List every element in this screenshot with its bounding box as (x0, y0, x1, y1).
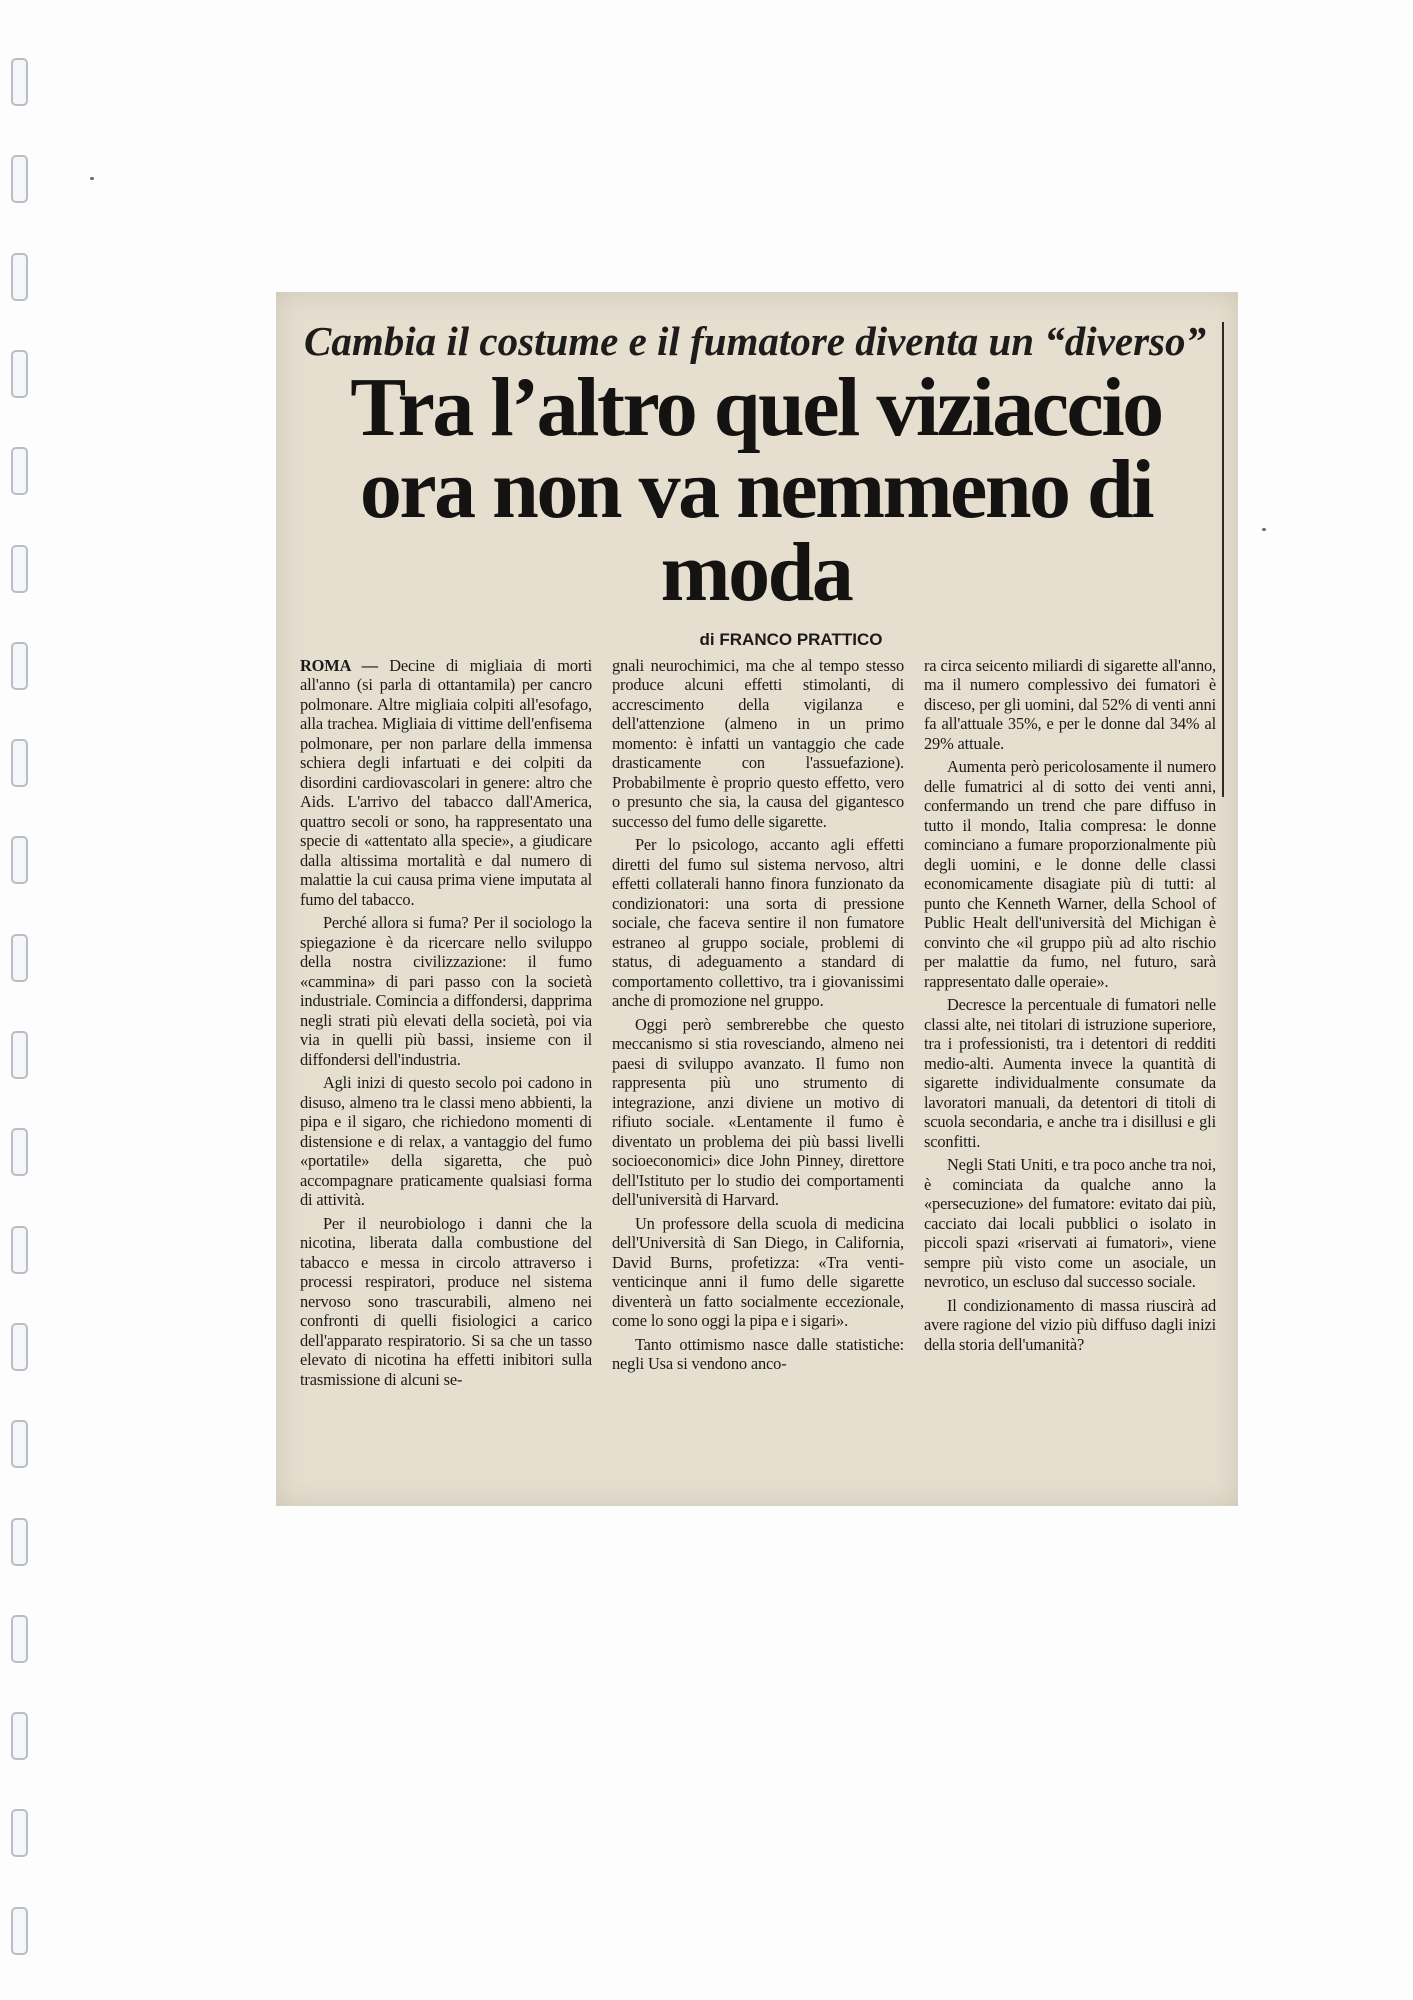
headline-line-2: ora non va nemmeno di moda (359, 443, 1153, 619)
binder-hole (11, 155, 28, 203)
binder-hole (11, 1712, 28, 1760)
paragraph-text: Per il neurobiologo i danni che la nicotina, liberata dalla combustione del tabacco e messa in circolo attraverso i processi respiratori, produce nel sistema nervoso sono trascurabili, almeno nei confronti di quelli fisiologici a carico dell'apparato respiratorio. Si sa che un tasso elevato di nicotina ha effetti inibitori sulla trasmissione di alcuni se- (300, 1213, 592, 1389)
paragraph-text: Decresce la percentuale di fumatori nelle classi alte, nei titolari di istruzione superiore, tra i professionisti, tra i detentori di redditi medio-alti. Aumenta invece la quantità di sigarette individualmente consumate da lavoratori manuali, da detentori di titoli di scuola secondaria, e anche tra i disillusi e gli sconfitti. (924, 995, 1216, 1151)
paragraph-text: ra circa seicento miliardi di sigarette all'anno, ma il numero complessivo dei fumatori è disceso, per gli uomini, dal 52% di venti anni fa all'attuale 35%, e per le donne dal 34% al 29% attuale. (924, 655, 1216, 753)
headline (292, 361, 1220, 619)
article-column-1 (300, 656, 592, 1394)
article-paragraph (612, 1214, 904, 1331)
article-paragraph (300, 913, 592, 1069)
binder-hole (11, 836, 28, 884)
article-column-3 (924, 656, 1216, 1394)
binder-hole (11, 447, 28, 495)
binder-hole (11, 1615, 28, 1663)
binder-hole (11, 1226, 28, 1274)
article-paragraph (300, 656, 592, 910)
binder-hole (11, 1518, 28, 1566)
paragraph-text: Agli inizi di questo secolo poi cadono in disuso, almeno tra le classi meno abbienti, la pipa e il sigaro, che richiedono momenti di distensione e di relax, a vantaggio del fumo «portatile» della sigaretta, che può accompagnare praticamente qualsiasi forma di attività. (300, 1073, 592, 1210)
paragraph-text: Oggi però sembrerebbe che questo meccanismo si stia rovesciando, almeno nei paesi di sviluppo avanzato. Il fumo non rappresenta più uno strumento di integrazione, anzi diviene un motivo di rifiuto sociale. «Lentamente il fumo è diventato un problema dei più bassi livelli socioeconomici» dice John Pinney, direttore dell'Istituto per lo studio dei comportamenti dell'università di Harvard. (612, 1014, 904, 1210)
binder-hole (11, 739, 28, 787)
article-paragraph (612, 1335, 904, 1374)
article-paragraph (612, 656, 904, 832)
article-paragraph (924, 757, 1216, 991)
ink-speck (90, 177, 94, 180)
byline: di FRANCO PRATTICO (699, 629, 883, 649)
binder-hole (11, 1420, 28, 1468)
article-paragraph (924, 1155, 1216, 1292)
paragraph-text: Un professore della scuola di medicina dell'Università di San Diego, in California, David Burns, profetizza: «Tra venti-venticinque anni il fumo delle sigarette diventerà un fatto socialmente eccezionale, come lo sono oggi la pipa e i sigari». (612, 1213, 904, 1331)
dateline: ROMA — (300, 655, 378, 675)
article-paragraph (612, 1015, 904, 1210)
article-paragraph (924, 995, 1216, 1151)
ink-speck (1262, 528, 1266, 531)
paragraph-text: Negli Stati Uniti, e tra poco anche tra noi, è cominciata da qualche anno la «persecuzione» del fumatore: evitato dai più, cacciato dai locali pubblici o isolato in piccoli spazi «riservati ai fumatori», viene sempre più visto come un asociale, un nevrotico, un escluso dal successo sociale. (924, 1155, 1216, 1292)
article-paragraph (300, 1214, 592, 1390)
binder-hole (11, 545, 28, 593)
column-rule (1222, 322, 1224, 797)
article-paragraph (612, 835, 904, 1011)
binder-hole (11, 58, 28, 106)
paragraph-text: Decine di migliaia di morti all'anno (si parla di ottantamila) per cancro polmonare. Altre migliaia colpiti all'esofago, alla trachea. Migliaia di vittime dell'enfisema polmonare, per non parlare della immensa schiera degli infartuati e dei colpiti da disordini cardiovascolari in genere: altro che Aids. L'arrivo del tabacco dall'America, quattro secoli or sono, ha rappresentato una specie di «attentato alla specie», a giudicare dalla altissima mortalità e dal numero di malattie la cui causa prima viene imputata al fumo del tabacco. (300, 655, 592, 909)
kicker: Cambia il costume e il fumatore diventa un “diverso” (304, 318, 1206, 364)
article-column-2 (612, 656, 904, 1394)
binder-hole (11, 1907, 28, 1955)
article-paragraph (300, 1073, 592, 1210)
paragraph-text: Tanto ottimismo nasce dalle statistiche: negli Usa si vendono anco- (612, 1334, 904, 1374)
binder-hole (11, 934, 28, 982)
binder-hole (11, 1031, 28, 1079)
binder-hole (11, 642, 28, 690)
newspaper-clipping (276, 292, 1238, 1506)
binder-hole (11, 350, 28, 398)
paragraph-text: gnali neurochimici, ma che al tempo stesso produce alcuni effetti stimolanti, di accrescimento della vigilanza e dell'attenzione (almeno in un primo momento: è infatti un vantaggio che cade drasticamente con l'assuefazione). Probabilmente è proprio questo effetto, vero o presunto che sia, la causa del gigantesco successo del fumo delle sigarette. (612, 655, 904, 831)
paragraph-text: Aumenta però pericolosamente il numero delle fumatrici al di sotto dei venti anni, confermando un trend che pare diffuso in tutto il mondo, Italia compresa: le donne cominciano a fumare proporzionalmente più degli uomini, e le donne delle classi economicamente disagiate più di tutti: al punto che Kenneth Warner, della School of Public Healt dell'università del Michigan è convinto che «il gruppo più ad alto rischio per malattie da fumo, nel futuro, sarà rappresentato dalle operaie». (924, 757, 1216, 991)
paragraph-text: Il condizionamento di massa riuscirà ad avere ragione del vizio più diffuso dagli inizi della storia dell'umanità? (924, 1295, 1216, 1354)
article-paragraph (924, 1296, 1216, 1355)
binder-hole (11, 1323, 28, 1371)
headline-line-1: Tra l’altro quel viziaccio (350, 361, 1162, 455)
binder-hole (11, 253, 28, 301)
paragraph-text: Per lo psicologo, accanto agli effetti diretti del fumo sul sistema nervoso, altri effetti collaterali hanno finora funzionato da condizionatori: una sorta di pressione sociale, che faceva sentire il non fumatore estraneo al gruppo sociale, problemi di status, di adeguamento a standard di comportamento collettivo, tra i giovanissimi anche di promozione nel gruppo. (612, 835, 904, 1011)
article-body (292, 656, 1220, 1394)
article-paragraph (924, 656, 1216, 754)
paragraph-text: Perché allora si fuma? Per il sociologo la spiegazione è da ricercare nello sviluppo della nostra civilizzazione: il fumo «cammina» di pari passo con la società industriale. Comincia a diffondersi, dapprima negli strati più elevati della società, poi via via in quelli più bassi, insieme con il diffondersi dell'industria. (300, 913, 592, 1069)
binder-hole (11, 1128, 28, 1176)
binder-hole (11, 1809, 28, 1857)
